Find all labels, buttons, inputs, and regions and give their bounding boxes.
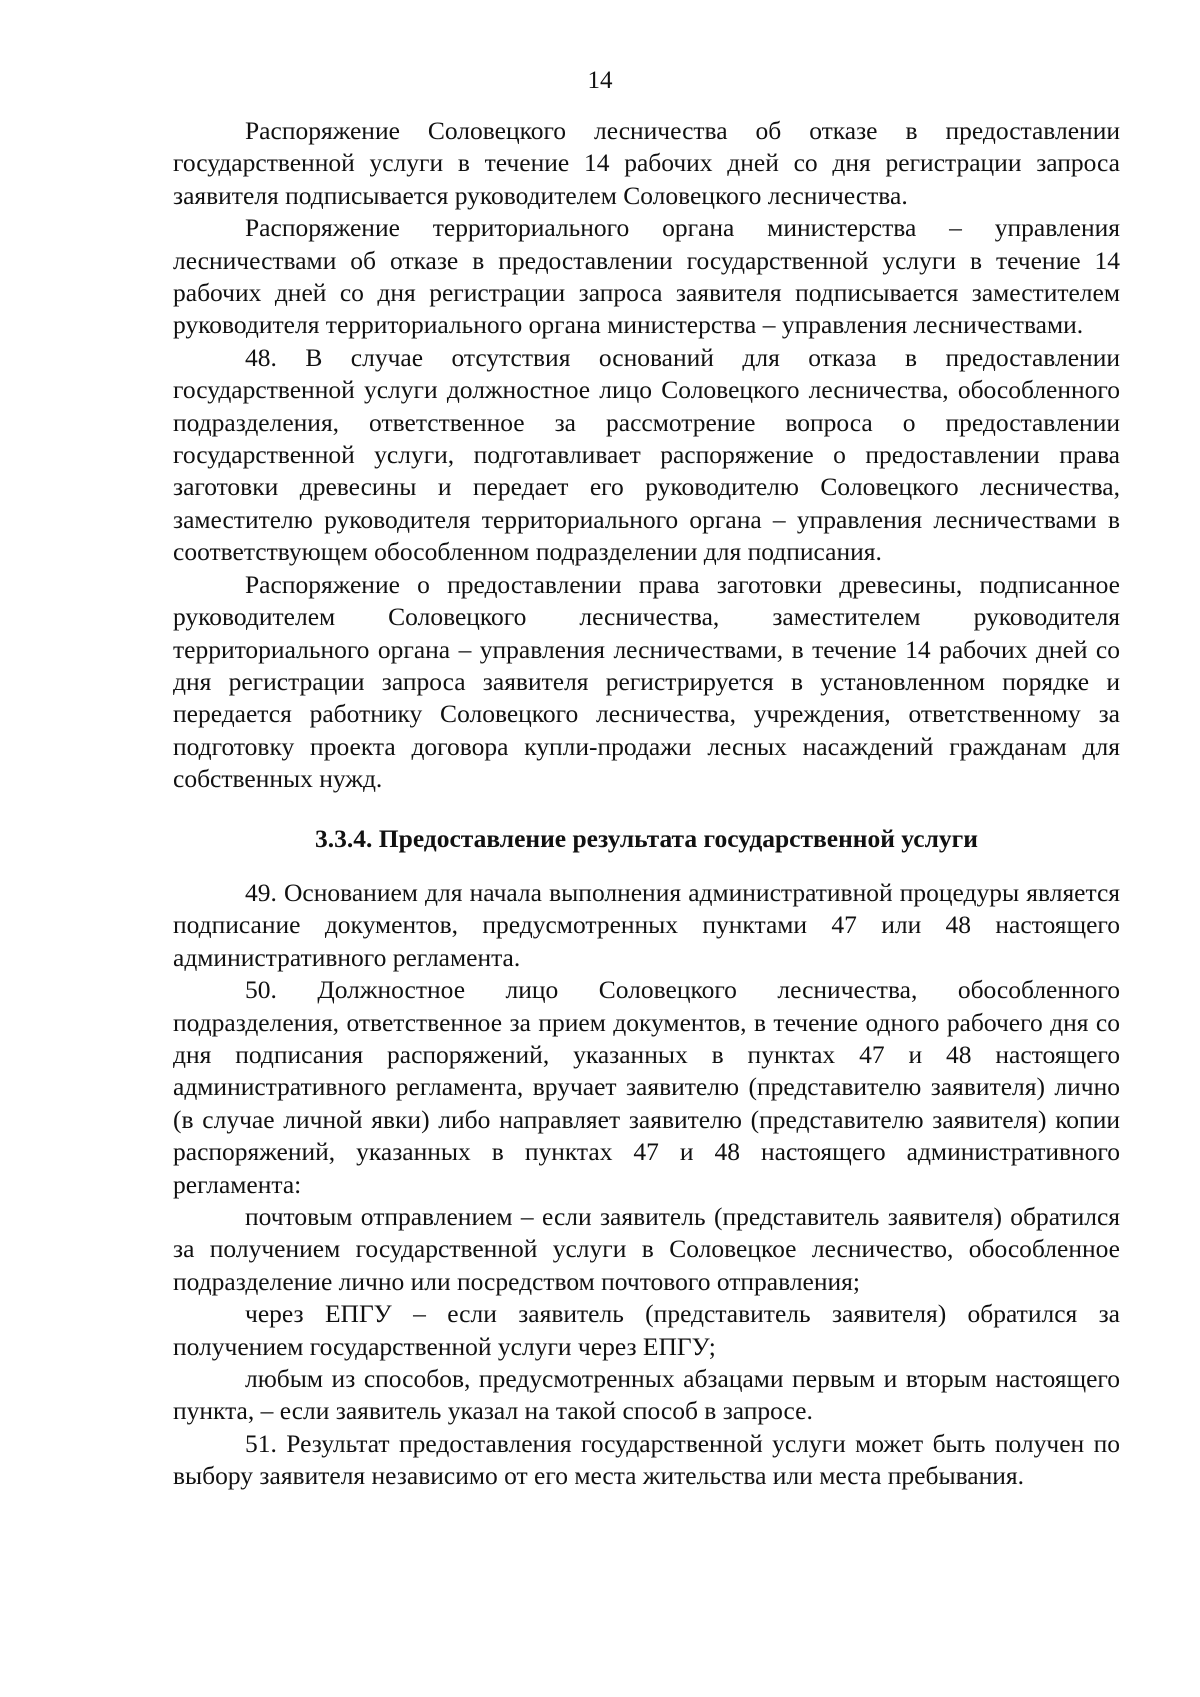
paragraph: через ЕПГУ – если заявитель (представитель заявителя) обратился за получением государственной услуги через ЕПГУ; [173,1299,1120,1361]
paragraph: Распоряжение о предоставлении права заготовки древесины, подписанное руководителем Соловецкого лесничества, заместителем руководителя территориального органа – управления лесничествами, в течение 14 рабочих дней со дня регистрации запроса заявителя регистрируется в установленном порядке и передается работнику Соловецкого лесничества, учреждения, ответственному за подготовку проекта договора купли-продажи лесных насаждений гражданам для собственных нужд. [173,569,1120,794]
paragraph: 48. В случае отсутствия оснований для отказа в предоставлении государственной услуги должностное лицо Соловецкого лесничества, обособленного подразделения, ответственное за рассмотрение вопроса о предоставлении государственной услуги, подготавливает распоряжение о предоставлении права заготовки древесины и передает его руководителю Соловецкого лесничества, заместителю руководителя территориального органа – управления лесничествами в соответствующем обособленном подразделении для подписания. [173,342,1120,567]
paragraph: Распоряжение Соловецкого лесничества об отказе в предоставлении государственной услуги в течение 14 рабочих дней со дня регистрации запроса заявителя подписывается руководителем Соловецкого лесничества. [173,116,1120,210]
document-body [173,115,1120,1493]
paragraph: 49. Основанием для начала выполнения административной процедуры является подписание документов, предусмотренных пунктами 47 или 48 настоящего административного регламента. [173,877,1120,972]
paragraph: 50. Должностное лицо Соловецкого лесничества, обособленного подразделения, ответственное за прием документов, в течение одного рабочего дня со дня подписания распоряжений, указанных в пунктах 47 и 48 настоящего административного регламента, вручает заявителю (представителю заявителя) лично (в случае личной явки) либо направляет заявителю (представителю заявителя) копии распоряжений, указанных в пунктах 47 и 48 настоящего административного регламента: [173,975,1120,1199]
paragraph: Распоряжение территориального органа министерства – управления лесничествами об отказе в предоставлении государственной услуги в течение 14 рабочих дней со дня регистрации запроса заявителя подписывается заместителем руководителя территориального органа министерства – управления лесничествами. [173,213,1120,340]
paragraph: любым из способов, предусмотренных абзацами первым и вторым настоящего пункта, – если заявитель указал на такой способ в запросе. [173,1364,1120,1426]
page-number: 14 [587,67,613,94]
paragraph: почтовым отправлением – если заявитель (представитель заявителя) обратился за получением государственной услуги в Соловецкое лесничество, обособленное подразделение лично или посредством почтового отправления; [173,1202,1120,1296]
paragraph: 51. Результат предоставления государственной услуги может быть получен по выбору заявителя независимо от его места жительства или места пребывания. [173,1428,1120,1491]
section-heading: 3.3.4. Предоставление результата государственной услуги [315,823,978,853]
